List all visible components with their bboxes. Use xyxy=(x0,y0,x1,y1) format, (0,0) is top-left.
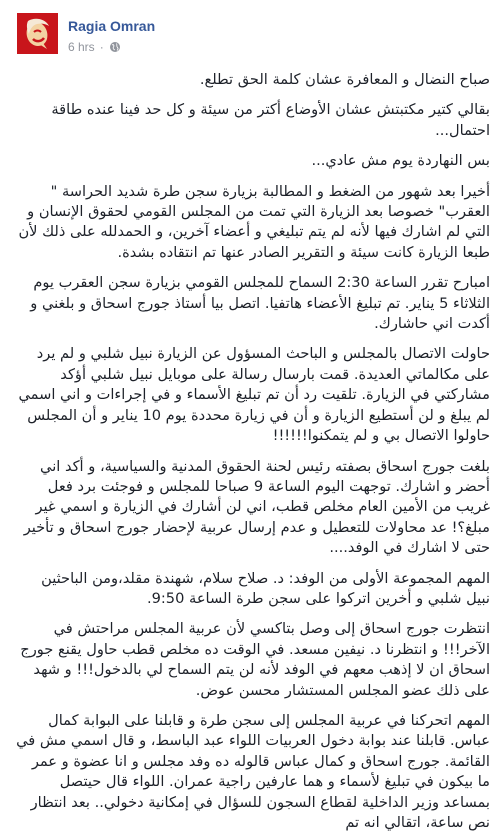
post-paragraph: امبارح تقرر الساعة 2:30 السماح للمجلس القومي بزيارة سجن العقرب يوم الثلاثاء 5 يناير. تم تبليغ الأعضاء هاتفيا. اتصل بيا أستاذ جورج اسحاق و بلغني و أكدت اني حاشارك. xyxy=(30,274,490,333)
post-paragraph: بس النهاردة يوم مش عادي... xyxy=(311,152,490,170)
post-timestamp[interactable]: 6 hrs xyxy=(68,40,95,54)
post-body xyxy=(0,62,504,833)
globe-icon[interactable] xyxy=(109,41,121,53)
avatar-portrait-image xyxy=(17,13,58,54)
meta-separator: · xyxy=(99,40,104,54)
post-paragraph: أخيرا بعد شهور من الضغط و المطالبة بزيارة سجن طرة شديد الحراسة " العقرب" خصوصا بعد الزيارة التي تمت من المجلس القومي لحقوق الإنسان و التي لم اشارك فيها لأنه لم يتم تبليغي و أعضاء آخرين، و الحمدلله على ذلك لأن طبعا الزيارة كانت سيئة و التقرير الصادر عنها تم انتقاده بشدة. xyxy=(18,182,490,261)
post-paragraph: بلغت جورج اسحاق بصفته رئيس لحنة الحقوق المدنية والسياسية، و أكد اني أحضر و اشارك. توجهت اليوم الساعة 9 صباحا للمجلس و فوجئت برد فعل غريب من الأمين العام مخلص قطب، اني لن أشارك في الزيارة و اسمي غير مبلغ؟! عد محاولات للتعطيل و عدم إرسال عربية لإحضار جورج اسحاق و تأخير حتى لا اشارك في الوفد.... xyxy=(23,457,490,557)
post-paragraph: المهم اتحركنا في عربية المجلس إلى سجن طرة و قابلنا على البوابة كمال عباس. قابلنا عند بوابة دخول العربيات اللواء عبد الباسط، و قال اسمي مش في القائمة. جورج اسحاق و كمال عباس قالوله ده وفد مجلس و انا عضوة و عمر ما بيكون في تبليغ لأسماء و هما عارفين راجية عمران. اللواء قال حيتصل بمساعد وزير الداخلية لقطاع السجون للسؤال في إمكانية دخولي.. بعد انتظار نص ساعة، اتقالي انه تم xyxy=(16,711,490,831)
post-paragraph: بقالي كتير مكتبتش عشان الأوضاع أكتر من سيئة و كل حد فينا عنده طاقة احتمال... xyxy=(51,101,490,139)
post-meta xyxy=(68,40,121,54)
post-paragraph: المهم المجموعة الأولى من الوفد: د. صلاح سلام، شهندة مقلد،ومن الباحثين نبيل شلبي و أخرين اتركوا على سجن طرة الساعة 9:50. xyxy=(41,569,490,607)
author-name[interactable]: Ragia Omran xyxy=(68,18,156,34)
post-header xyxy=(0,0,504,62)
avatar[interactable] xyxy=(17,13,58,54)
post-paragraph: انتظرت جورج اسحاق إلى وصل بتاكسي لأن عربية المجلس مراحتش في الآخر!!! و انتظرنا د. نيفين مسعد. في الوقت ده مخلص قطب حاول يقنع جورج اسحاق ان لا إذهب معهم في الوفد لأنه لن يتم السماح لي بالدخول!!! و شهد على ذلك عضو المجلس المستشار محسن عوض. xyxy=(20,620,490,699)
post-paragraph: صباح النضال و المعافرة عشان كلمة الحق تطلع. xyxy=(199,71,490,88)
post-paragraph: حاولت الاتصال بالمجلس و الباحث المسؤول عن الزيارة نبيل شلبي و لم يرد على مكالماتي العديدة. قمت بارسال رسالة على موبايل نبيل شلبي أؤكد مشاركتي في الزيارة. تلقيت رد أن تم تبليغ الأسماء و في إجراءات و اني اسمي لم يبلغ و لن أستطيع الزيارة و أن في زيارة محددة يوم 10 يناير و أن المجلس حاولوا الاتصال بي و لم يتمكنوا!!!!!! xyxy=(18,345,490,445)
